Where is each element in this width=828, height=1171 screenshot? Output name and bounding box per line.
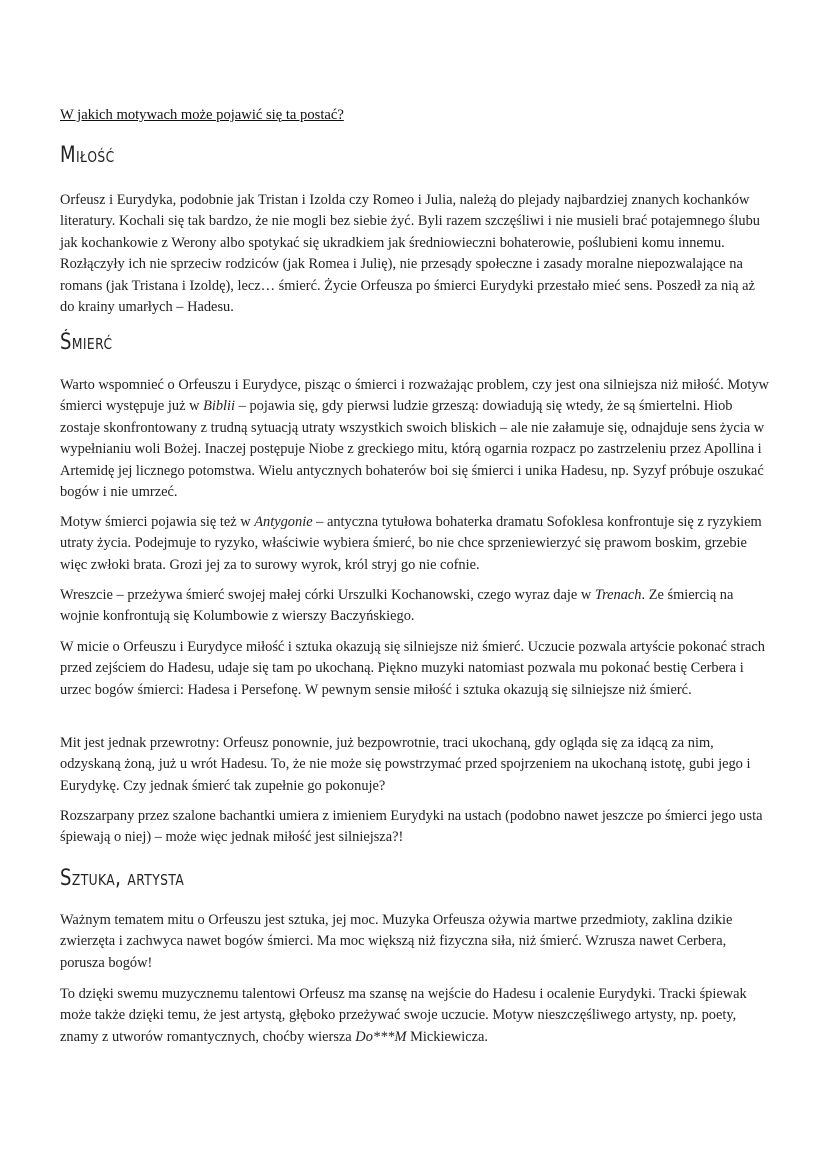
paragraph-love-1: Orfeusz i Eurydyka, podobnie jak Tristan i Izolda czy Romeo i Julia, należą do plejady najbardziej znanych kochanków literatury. Kochali się tak bardzo, że nie mogli bez siebie żyć. Byli razem szczęśliwi i nie musieli brać potajemnego ślubu jak kochankowie z Werony albo spotykać się ukradkiem jak średniowieczni bohaterowie, poślubieni komu innemu. Rozłączyły ich nie sprzeciw rodziców (jak Romea i Julię), nie przesądy społeczne i zasady moralne niepozwalające na romans (jak Tristana i Izoldę), lecz… śmierć. Życie Orfeusza po śmierci Eurydyki przestało mieć sens. Poszedł za nią aż do krainy umarłych – Hadesu. <box>60 192 760 316</box>
title-antygona: Antygonie <box>254 514 313 530</box>
paragraph-death-6: Rozszarpany przez szalone bachantki umiera z imieniem Eurydyki na ustach (podobno nawet jeszcze po śmierci jego usta śpiewają o niej) – może więc jednak miłość jest silniejsza?! <box>60 808 763 846</box>
paragraph-art-1: Ważnym tematem mitu o Orfeuszu jest sztuka, jej moc. Muzyka Orfeusza ożywia martwe przedmioty, zaklina dzikie zwierzęta i zachwyca nawet bogów śmierci. Ma moc większą niż fizyczna siła, niż śmierć. Wzrusza nawet Cerbera, porusza bogów! <box>60 912 733 971</box>
paragraph-death-3: Wreszcie – przeżywa śmierć swojej małej córki Urszulki Kochanowski, czego wyraz daje w Trenach. Ze śmiercią na wojnie konfrontują się Kolumbowie z wierszy Baczyńskiego. <box>60 587 734 625</box>
section-heading-love: Miłość <box>60 143 115 168</box>
paragraph-death-1: Warto wspomnieć o Orfeuszu i Eurydyce, pisząc o śmierci i rozważając problem, czy jest ona silniejsza niż miłość. Motyw śmierci występuje już w Biblii – pojawia się, gdy pierwsi ludzie grzeszą: dowiadują się wtedy, że są śmiertelni. Hiob zostaje skonfrontowany z trudną sytuacją utraty wszystkich swoich bliskich – ale nie załamuje się, odnajduje sens życia w wypełnianiu woli Bożej. Inaczej postępuje Niobe z greckiego mitu, którą ogarnia rozpacz po zastrzeleniu przez Apollina i Artemidę jej licznego potomstwa. Wielu antycznych bohaterów boi się śmierci i unika Hadesu, np. Syzyf próbuje oszukać bogów i nie umrzeć. <box>60 377 769 501</box>
title-treny: Trenach <box>594 587 642 603</box>
paragraph-death-2: Motyw śmierci pojawia się też w Antygonie – antyczna tytułowa bohaterka dramatu Sofoklesa konfrontuje się z ryzykiem utraty życia. Podejmuje to ryzyko, właściwie wybiera śmierć, bo nie chce sprzeniewierzyć się prawom boskim, grzebie więc zwłoki brata. Grozi jej za to surowy wyrok, król stryj go nie cofnie. <box>60 514 762 573</box>
title-biblia: Biblii <box>203 398 236 415</box>
paragraph-death-4: W micie o Orfeuszu i Eurydyce miłość i sztuka okazują się silniejsze niż śmierć. Uczucie pozwala artyście pokonać strach przed zejściem do Hadesu, udaje się tam po ukochaną. Piękno muzyki natomiast pozwala mu pokonać bestię Cerbera i urzec bogów śmierci: Hadesa i Persefonę. W pewnym sensie miłość i sztuka okazują się silniejsze niż śmierć. <box>60 639 766 698</box>
paragraph-death-5: Mit jest jednak przewrotny: Orfeusz ponownie, już bezpowrotnie, traci ukochaną, gdy ogląda się za idącą za nim, odzyskaną żoną, już u wrót Hadesu. To, że nie może się powstrzymać przed spojrzeniem na ukochaną istotę, gubi jego i Eurydykę. Czy jednak śmierć tak zupełnie go pokonuje? <box>60 735 751 794</box>
section-heading-art: Sztuka, artysta <box>60 866 185 891</box>
section-heading-death: Śmierć <box>60 330 113 355</box>
question-heading: W jakich motywach może pojawić się ta postać? <box>60 107 344 123</box>
title-do-m: Do***M <box>355 1028 407 1045</box>
paragraph-art-2: To dzięki swemu muzycznemu talentowi Orfeusz ma szansę na wejście do Hadesu i ocalenie Eurydyki. Tracki śpiewak może także dzięki temu, że jest artystą, głęboko przeżywać swoje uczucie. Motyw nieszczęśliwego artysty, np. poety, znamy z utworów romantycznych, choćby wiersza Do***M Mickiewicza. <box>60 986 747 1045</box>
